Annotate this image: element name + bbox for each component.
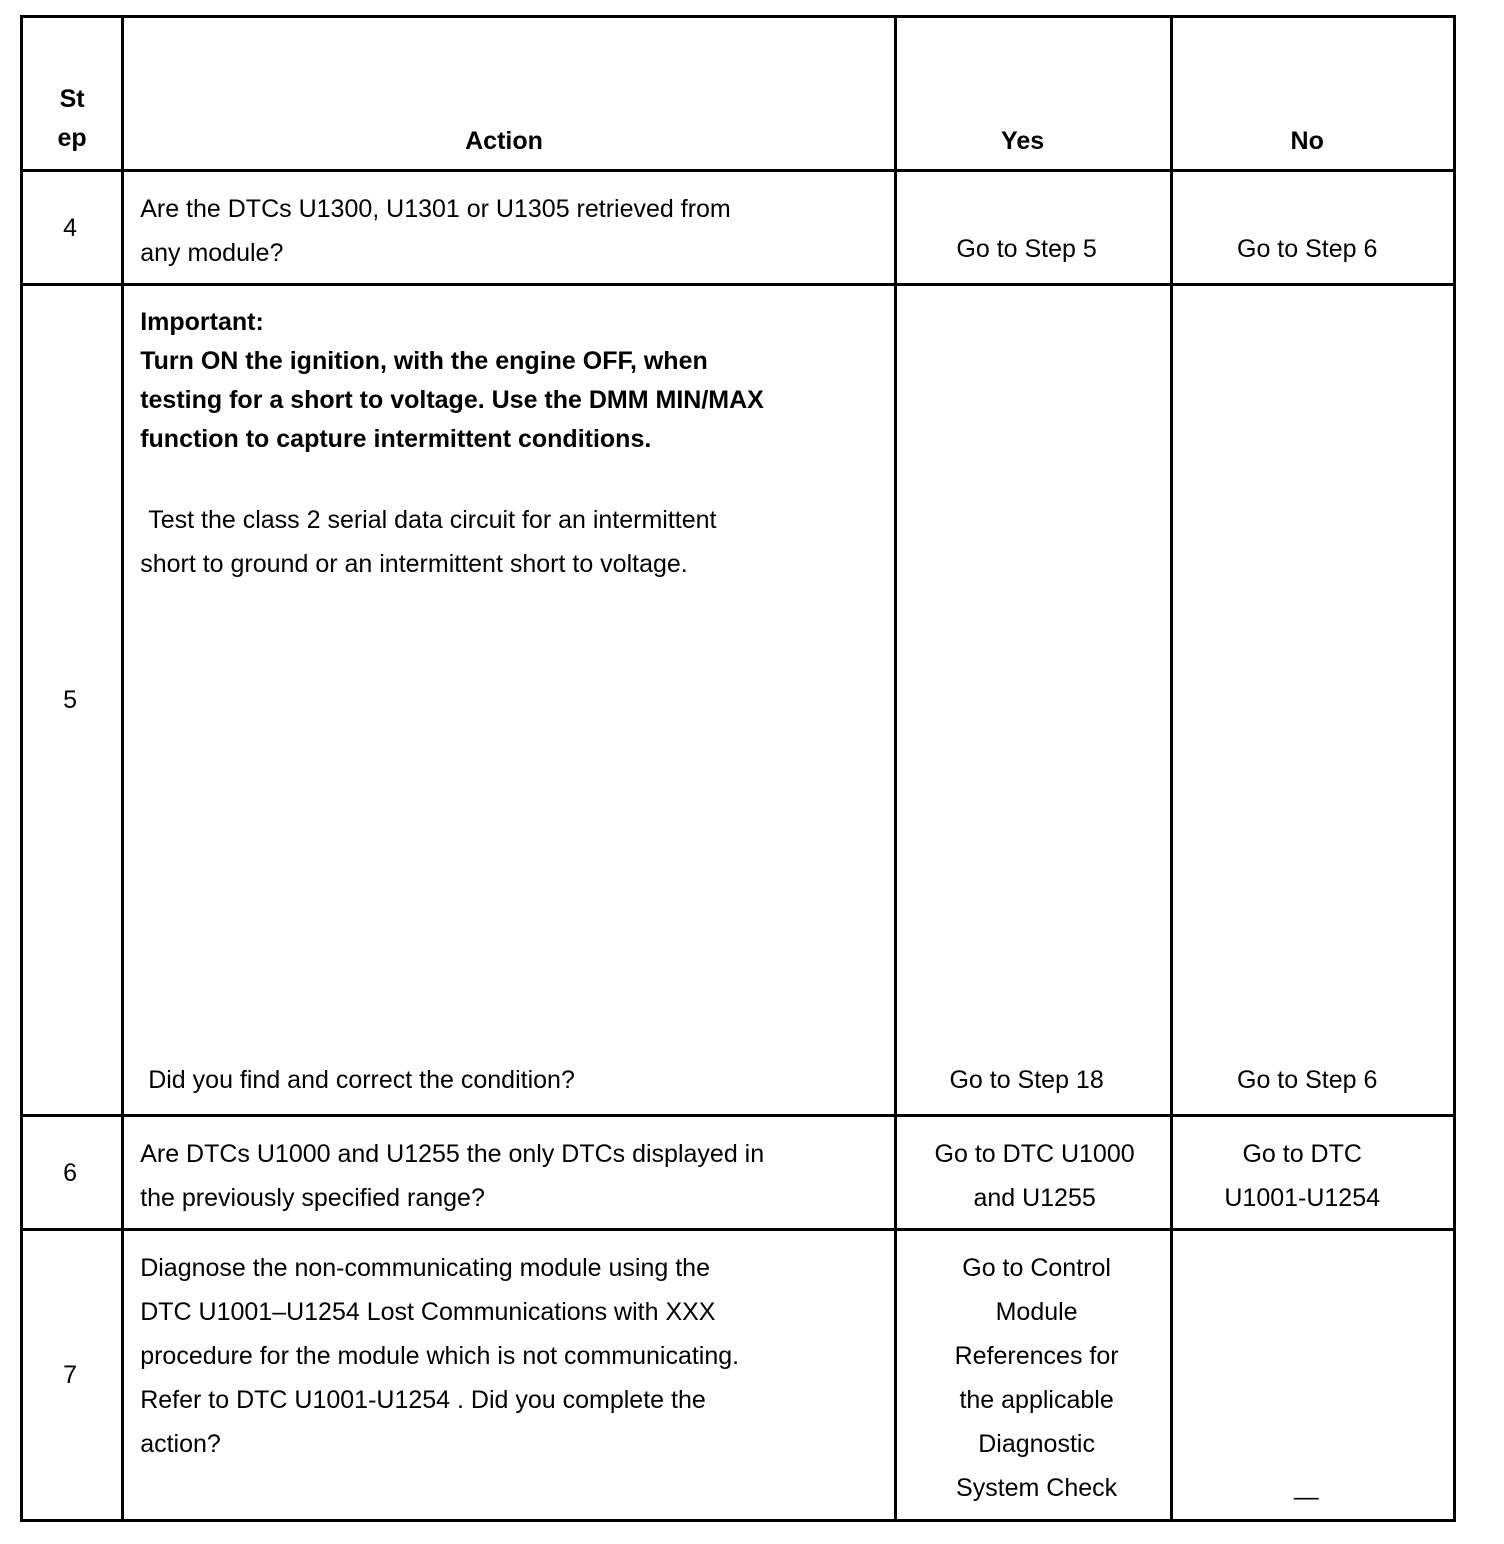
no-cell (1172, 171, 1455, 285)
step-number: 6 (22, 1116, 123, 1230)
header-yes: Yes (895, 17, 1172, 171)
diagnostic-table (20, 15, 1456, 1522)
header-row (22, 17, 1455, 171)
yes-line: and U1255 (973, 1184, 1096, 1212)
important-label: Important: (140, 308, 264, 336)
yes-line: References for (954, 1342, 1119, 1370)
action-cell (123, 1230, 896, 1521)
table-row (22, 285, 1455, 1116)
action-line: action? (140, 1430, 221, 1458)
action-line: Are DTCs U1000 and U1255 the only DTCs displayed in (140, 1140, 765, 1168)
table-row (22, 1230, 1455, 1521)
action-line: DTC U1001–U1254 Lost Communications with XXX (140, 1298, 716, 1326)
yes-line: System Check (956, 1474, 1118, 1502)
yes-cell (895, 1116, 1172, 1230)
yes-line: Module (995, 1298, 1078, 1326)
important-line: testing for a short to voltage. Use the DMM MIN/MAX (140, 386, 764, 414)
action-line: Refer to DTC U1001-U1254 . Did you complete the (140, 1386, 706, 1414)
yes-line: Go to DTC U1000 (934, 1140, 1135, 1168)
action-line: short to ground or an intermittent short to voltage. (140, 550, 688, 578)
no-link[interactable]: Go to Step 6 (1237, 235, 1378, 263)
yes-link[interactable] (897, 1132, 1171, 1220)
yes-line: Diagnostic (978, 1430, 1095, 1458)
action-cell (123, 285, 896, 1116)
step-number: 4 (22, 171, 123, 285)
no-link[interactable]: Go to Step 6 (1237, 1066, 1378, 1094)
yes-link[interactable]: Go to Step 18 (949, 1066, 1104, 1094)
action-line: Test the class 2 serial data circuit for an intermittent (148, 506, 717, 534)
no-line: U1001-U1254 (1224, 1184, 1381, 1212)
header-step-line1: St (59, 85, 85, 113)
header-no: No (1172, 17, 1455, 171)
yes-line: the applicable (959, 1386, 1114, 1414)
yes-line: Go to Control (962, 1254, 1111, 1282)
step-number: 5 (22, 285, 123, 1116)
no-line: Go to DTC (1242, 1140, 1362, 1168)
no-cell (1172, 285, 1455, 1116)
yes-cell (895, 285, 1172, 1116)
yes-link[interactable]: Go to Step 5 (956, 235, 1097, 263)
yes-cell (895, 171, 1172, 285)
action-line: Diagnose the non-communicating module using the (140, 1254, 710, 1282)
important-line: Turn ON the ignition, with the engine OFF, when (140, 347, 708, 375)
no-cell (1172, 1116, 1455, 1230)
header-step-line2: ep (57, 124, 87, 152)
no-link[interactable] (1173, 1132, 1453, 1220)
action-line: the previously specified range? (140, 1184, 485, 1212)
action-line: any module? (140, 239, 284, 267)
yes-link[interactable] (897, 1246, 1171, 1510)
yes-cell (895, 1230, 1172, 1521)
table-row (22, 171, 1455, 285)
step-number: 7 (22, 1230, 123, 1521)
question-text: Did you find and correct the condition? (148, 1066, 575, 1094)
header-step (22, 17, 123, 171)
action-line: Are the DTCs U1300, U1301 or U1305 retrieved from (140, 195, 731, 223)
action-line: procedure for the module which is not communicating. (140, 1342, 740, 1370)
no-dash: — (1293, 1483, 1319, 1511)
action-cell (123, 1116, 896, 1230)
table-row (22, 1116, 1455, 1230)
action-cell (123, 171, 896, 285)
important-line: function to capture intermittent conditions. (140, 425, 652, 453)
no-cell (1172, 1230, 1455, 1521)
header-action: Action (123, 17, 896, 171)
